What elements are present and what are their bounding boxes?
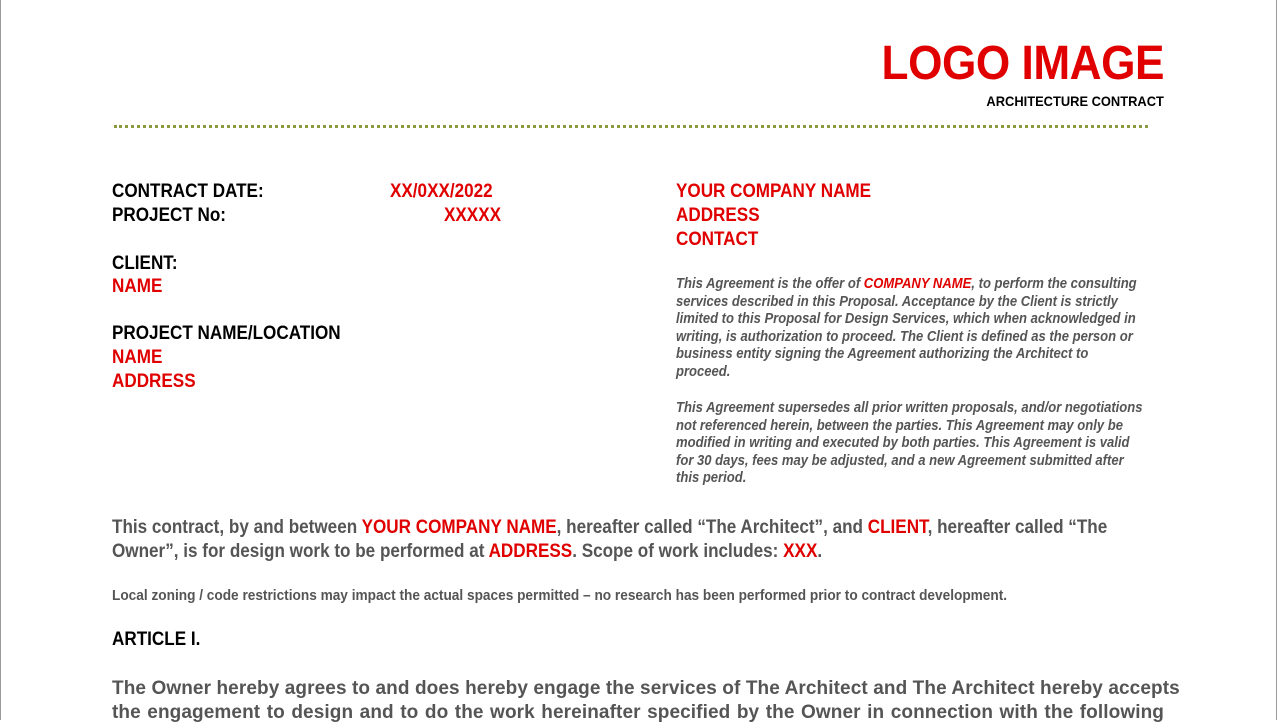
- agreement-p1-text-a: This Agreement is the offer of: [676, 276, 864, 292]
- contract-address: ADDRESS: [489, 541, 573, 562]
- project-address: ADDRESS: [112, 371, 196, 393]
- page-right-edge: [1276, 0, 1277, 720]
- contract-scope: XXX: [783, 541, 817, 562]
- document-type-title: ARCHITECTURE CONTRACT: [987, 93, 1164, 109]
- agreement-p1-text-b: , to perform the consulting services described in this Proposal. Acceptance by the Client is strictly limited to this Proposal for Design Services, which when acknowledged in writing, is authorization to proceed. The Client is defined as the person or business entity signing the Agreement authorizing the Architect to proceed.: [676, 276, 1137, 380]
- client-name: NAME: [112, 276, 162, 298]
- article-heading: ARTICLE I.: [112, 629, 200, 651]
- agreement-company-name: COMPANY NAME: [864, 276, 972, 292]
- contract-paragraph: [112, 516, 1156, 563]
- client-label: CLIENT:: [112, 253, 178, 275]
- page-left-edge: [0, 0, 1, 720]
- contract-text-3: , hereafter called “The Owner”, is for design work to be performed at: [112, 517, 1107, 562]
- project-name: NAME: [112, 347, 162, 369]
- contract-text-1: This contract, by and between: [112, 517, 362, 538]
- contract-company-name: YOUR COMPANY NAME: [362, 517, 557, 538]
- project-location-label: PROJECT NAME/LOCATION: [112, 323, 341, 345]
- contract-text-5: .: [817, 541, 822, 562]
- header-divider: [114, 125, 1148, 128]
- contract-text-4: . Scope of work includes:: [572, 541, 783, 562]
- article-body-line-1: The Owner hereby agrees to and does hereby engage the services of The Architect and The Architect hereby accepts: [112, 677, 1164, 701]
- zoning-note: Local zoning / code restrictions may impact the actual spaces permitted – no research has been performed prior to contract development.: [112, 587, 1007, 604]
- agreement-paragraph-1: [676, 276, 1144, 382]
- contract-text-2: , hereafter called “The Architect”, and: [557, 517, 868, 538]
- contract-client: CLIENT: [868, 517, 928, 538]
- article-body: [112, 677, 1164, 724]
- logo-placeholder: LOGO IMAGE: [882, 36, 1164, 91]
- company-contact: CONTACT: [676, 229, 758, 251]
- company-address: ADDRESS: [676, 205, 760, 227]
- agreement-paragraph-2: This Agreement supersedes all prior written proposals, and/or negotiations not referenced herein, between the parties. This Agreement may only be modified in writing and executed by both parties. This Agreement is valid for 30 days, fees may be adjusted, and a new Agreement submitted after this period.: [676, 400, 1144, 488]
- contract-date-label: CONTRACT DATE:: [112, 181, 264, 203]
- article-body-line-2: the engagement to design and to do the work hereinafter specified by the Owner in connection with the following: [112, 701, 1164, 724]
- project-no-label: PROJECT No:: [112, 205, 226, 227]
- project-no-value: XXXXX: [444, 205, 501, 227]
- contract-date-value: XX/0XX/2022: [390, 181, 493, 203]
- company-name: YOUR COMPANY NAME: [676, 181, 871, 203]
